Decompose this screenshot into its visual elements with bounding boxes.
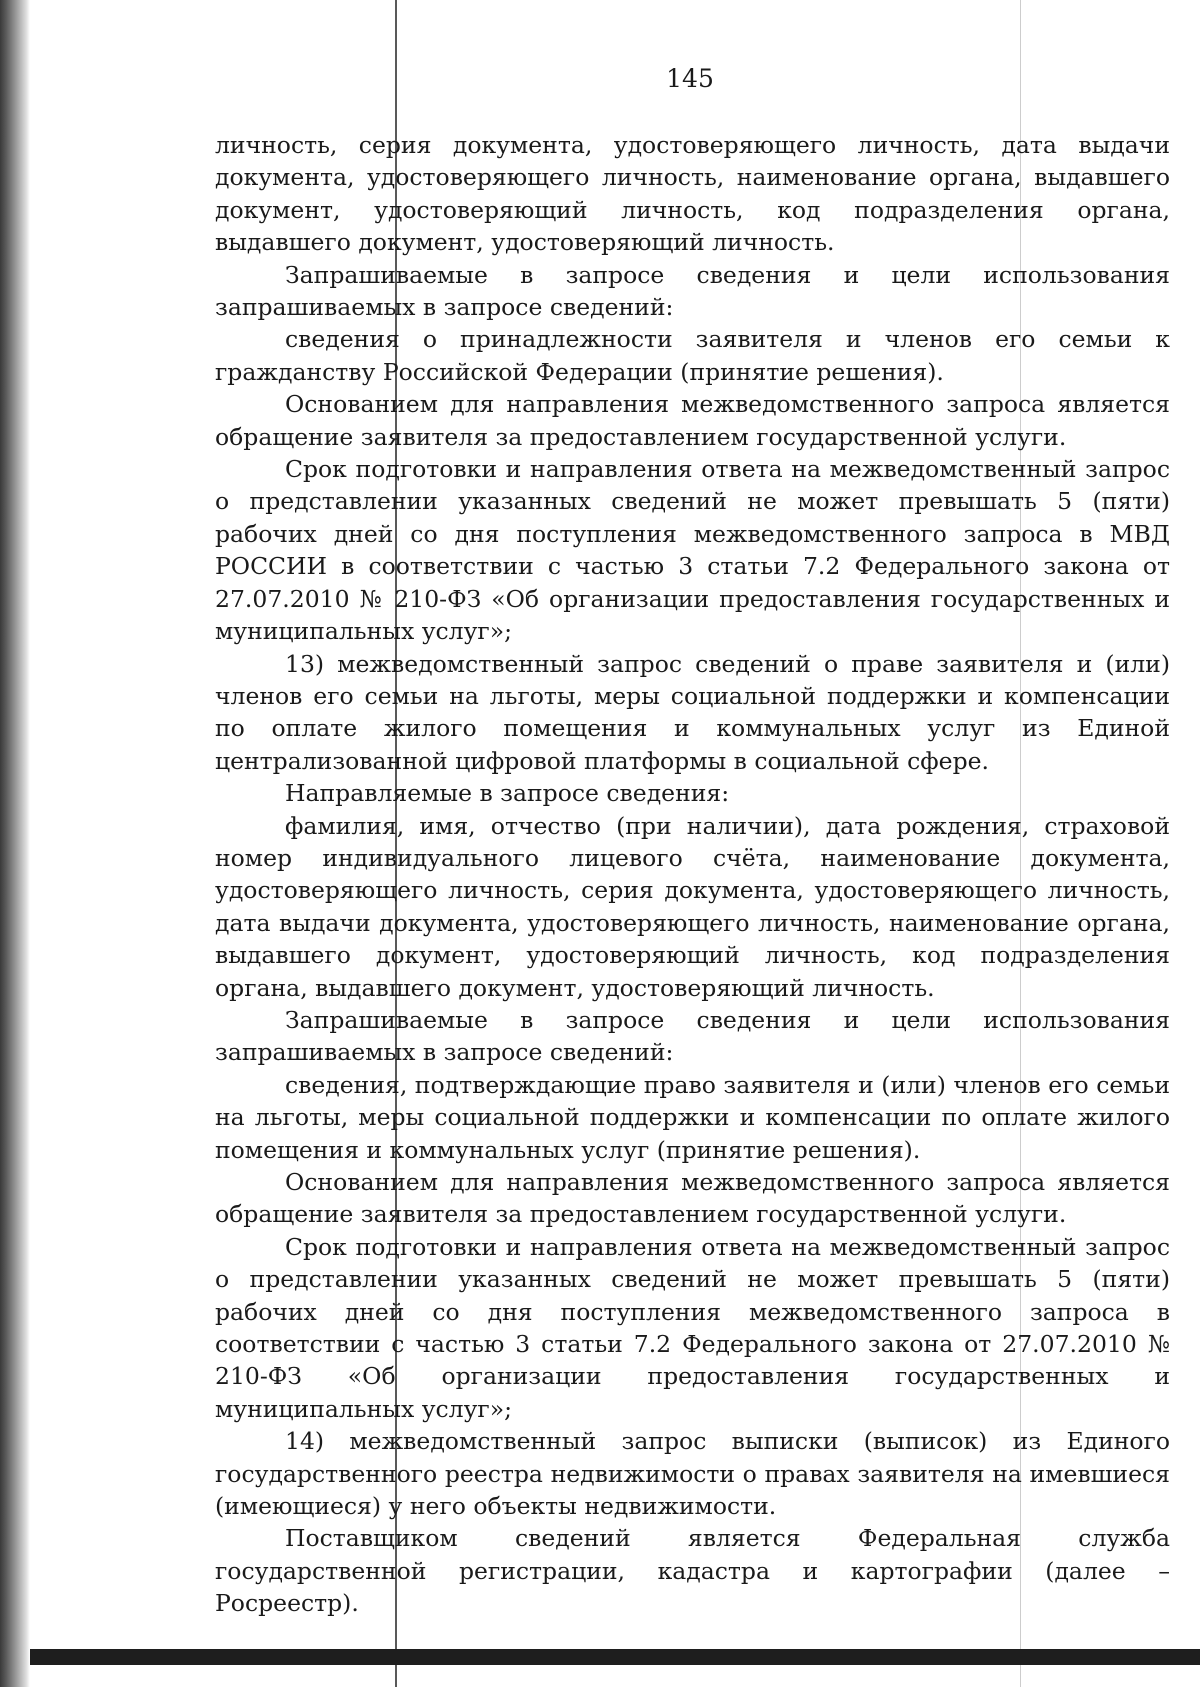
paragraph: 13) межведомственный запрос сведений о праве заявителя и (или) членов его семьи на льготы, меры социальной поддержки и компенсации по оплате жилого помещения и коммунальных услуг из Единой централизованной цифровой платформы в социальной сфере. (215, 649, 1170, 775)
paragraph: сведения, подтверждающие право заявителя и (или) членов его семьи на льготы, меры социальной поддержки и компенсации по оплате жилого помещения и коммунальных услуг (принятие решения). (215, 1070, 1170, 1164)
paragraph: Срок подготовки и направления ответа на межведомственный запрос о представлении указанных сведений не может превышать 5 (пяти) рабочих дней со дня поступления межведомственного запроса в соответствии с частью 3 статьи 7.2 Федерального закона от 27.07.2010 № 210-ФЗ «Об организации предоставления государственных и муниципальных услуг»; (215, 1232, 1170, 1423)
paragraph: фамилия, имя, отчество (при наличии), дата рождения, страховой номер индивидуального лицевого счёта, наименование документа, удостоверяющего личность, серия документа, удостоверяющего личность, дата выдачи документа, удостоверяющего личность, наименование органа, выдавшего документ, удостоверяющий личность, код подразделения органа, выдавшего документ, удостоверяющий личность. (215, 811, 1170, 1002)
paragraph: Запрашиваемые в запросе сведения и цели использования запрашиваемых в запросе сведений: (215, 260, 1170, 322)
paragraph: Основанием для направления межведомственного запроса является обращение заявителя за предоставлением государственной услуги. (215, 1168, 1170, 1229)
scan-shadow-left (0, 0, 30, 1687)
paragraph: сведения о принадлежности заявителя и членов его семьи к гражданству Российской Федерации (принятие решения). (215, 325, 1170, 386)
paragraph: личность, серия документа, удостоверяющего личность, дата выдачи документа, удостоверяющего личность, наименование органа, выдавшего документ, удостоверяющий личность, код подразделения органа, выдавшего документ, удостоверяющий личность. (215, 131, 1170, 257)
page-number: 145 (666, 64, 714, 93)
scan-shadow-bottom (30, 1649, 1200, 1665)
paragraph: Поставщиком сведений является Федеральная служба государственной регистрации, кадастра и картографии (далее – Росреестр). (215, 1524, 1170, 1618)
paragraph: Направляемые в запросе сведения: (285, 779, 730, 808)
paragraph: 14) межведомственный запрос выписки (выписок) из Единого государственного реестра недвижимости о правах заявителя на имевшиеся (имеющиеся) у него объекты недвижимости. (215, 1427, 1170, 1521)
document-body (215, 129, 1170, 1620)
paragraph: Запрашиваемые в запросе сведения и цели использования запрашиваемых в запросе сведений: (215, 1005, 1170, 1067)
paragraph: Срок подготовки и направления ответа на межведомственный запрос о представлении указанных сведений не может превышать 5 (пяти) рабочих дней со дня поступления межведомственного запроса в МВД РОССИИ в соответствии с частью 3 статьи 7.2 Федерального закона от 27.07.2010 № 210-ФЗ «Об организации предоставления государственных и муниципальных услуг»; (215, 455, 1170, 646)
paragraph: Основанием для направления межведомственного запроса является обращение заявителя за предоставлением государственной услуги. (215, 390, 1170, 451)
